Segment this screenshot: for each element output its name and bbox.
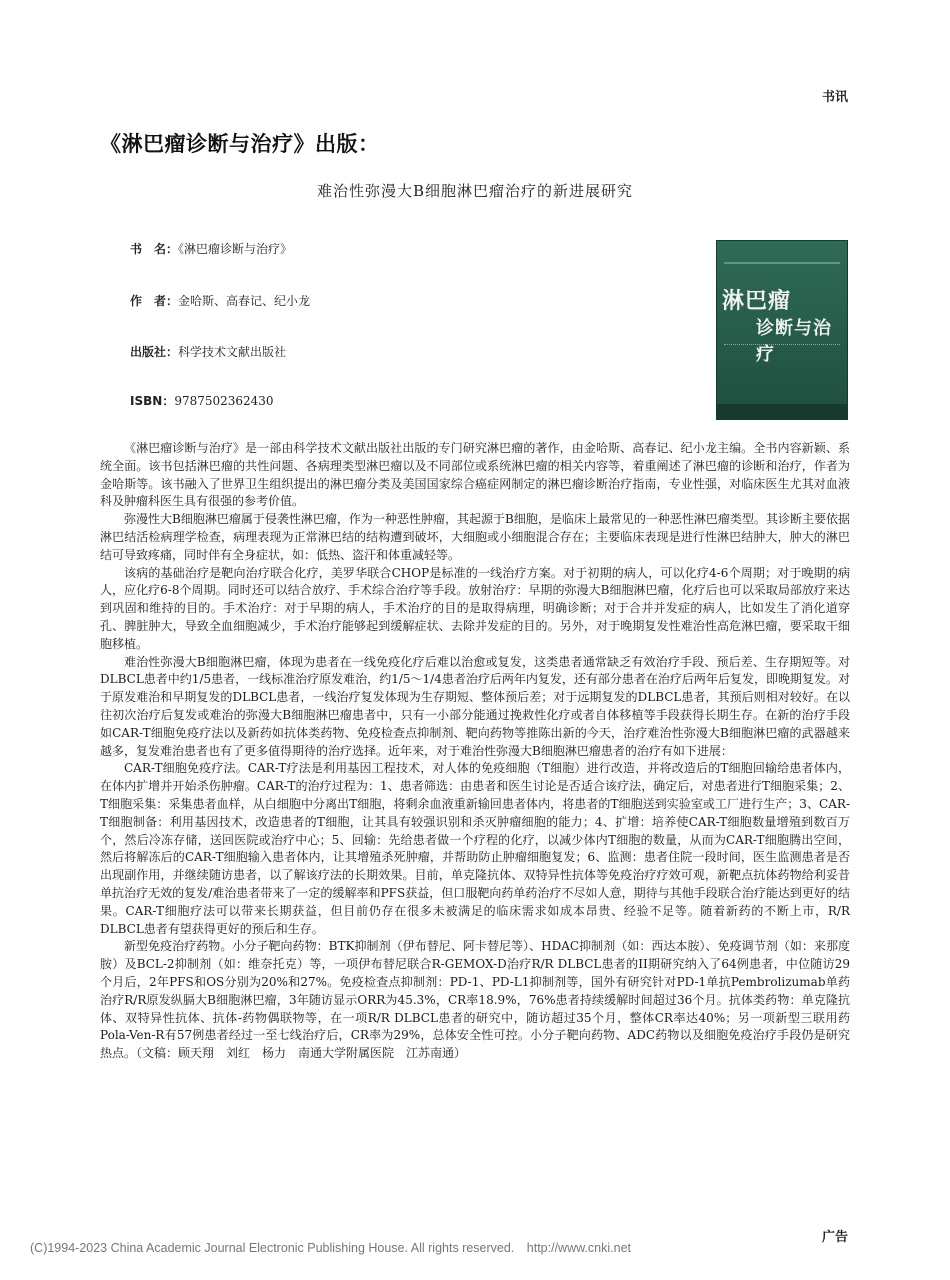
book-name-value: 《淋巴瘤诊断与治疗》 xyxy=(178,242,293,256)
book-author-label: 作 者： xyxy=(130,294,179,308)
section-tag: 书讯 xyxy=(821,90,848,105)
copyright-footer: (C)1994-2023 China Academic Journal Electronic Publishing House. All rights reserved. http://www.cnki.net xyxy=(30,1241,631,1255)
book-isbn-row xyxy=(130,392,274,409)
paragraph: 该病的基础治疗是靶向治疗联合化疗，美罗华联合CHOP是标准的一线治疗方案。对于初期的病人，可以化疗4-6个周期；对于晚期的病人，应化疗6-8个周期。同时还可以结合放疗、手术综合治疗等手段。放射治疗：早期的弥漫大B细胞淋巴瘤，化疗后也可以采取局部放疗来达到巩固和维持的目的。手术治疗：对于早期的病人，手术治疗的目的是取得病理，明确诊断；对于合并并发症的病人，比如发生了消化道穿孔、脾脏肿大，导致全血细胞减少，手术治疗能够起到缓解症状、去除并发症的目的。另外，对于晚期复发性难治性高危淋巴瘤，要采取干细胞移植。 xyxy=(100,565,850,651)
book-author-value: 金哈斯、高春记、纪小龙 xyxy=(178,294,311,308)
book-cover-image xyxy=(716,240,848,420)
cover-title-line2: 诊断与治疗 xyxy=(756,318,832,365)
book-isbn-value: 9787502362430 xyxy=(174,394,274,408)
paragraph: 弥漫性大B细胞淋巴瘤属于侵袭性淋巴瘤，作为一种恶性肿瘤，其起源于B细胞，是临床上最常见的一种恶性淋巴瘤类型。其诊断主要依据淋巴结活检病理学检查，病理表现为正常淋巴结的结构遭到破坏，大细胞或小细胞混合存在；主要临床表现是进行性淋巴结肿大，肿大的淋巴结可导致疼痛，同时伴有全身症状，如：低热、盗汗和体重减轻等。 xyxy=(100,512,850,562)
book-publisher-row xyxy=(130,343,286,360)
book-author-row xyxy=(130,292,310,309)
paragraph: 《淋巴瘤诊断与治疗》是一部由科学技术文献出版社出版的专门研究淋巴瘤的著作，由金哈斯、高春记、纪小龙主编。全书内容新颖、系统全面。该书包括淋巴瘤的共性问题、各病理类型淋巴瘤以及不同部位或系统淋巴瘤的相关内容等，着重阐述了淋巴瘤的诊断和治疗，作者为金哈斯等。该书融入了世界卫生组织提出的淋巴瘤分类及美国国家综合癌症网制定的淋巴瘤诊断治疗指南，专业性强，对临床医生尤其对血液科及肿瘤科医生具有很强的参考价值。 xyxy=(100,441,850,509)
book-name-row xyxy=(130,240,292,257)
paragraph: 难治性弥漫大B细胞淋巴瘤，体现为患者在一线免疫化疗后难以治愈或复发，这类患者通常缺乏有效治疗手段、预后差、生存期短等。对DLBCL患者中约1/5患者，一线标准治疗原发难治，约1/5～1/4患者治疗后两年内复发，还有部分患者在治疗后两年后复发，即晚期复发。对于原发难治和早期复发的DLBCL患者，一线治疗复发体现为生存期短、整体预后差；对于远期复发的DLBCL患者，其预后则相对较好。在以往初次治疗后复发或难治的弥漫大B细胞淋巴瘤患者中，只有一小部分能通过挽救性化疗或者自体移植等手段获得长期生存。在新的治疗手段如CAR-T细胞免疫疗法以及新药如抗体类药物、免疫检查点抑制剂、靶向药物等推陈出新的今天，治疗难治性弥漫大B细胞淋巴瘤的武器越来越多，复发难治患者也有了更多值得期待的治疗选择。近年来，对于难治性弥漫大B细胞淋巴瘤患者的治疗有如下进展： xyxy=(100,654,850,758)
book-publisher-value: 科学技术文献出版社 xyxy=(178,345,287,359)
article-subtitle: 难治性弥漫大B细胞淋巴瘤治疗的新进展研究 xyxy=(316,182,634,200)
cover-publisher-strip xyxy=(716,404,848,420)
book-name-label: 书 名： xyxy=(130,242,179,256)
cover-title-line1: 淋巴瘤 xyxy=(722,289,792,314)
ad-label: 广告 xyxy=(821,1230,848,1245)
cover-author-strip xyxy=(724,344,840,349)
paragraph: CAR-T细胞免疫疗法。CAR-T疗法是利用基因工程技术，对人体的免疫细胞（T细胞）进行改造，并将改造后的T细胞回输给患者体内，在体内扩增并开始杀伤肿瘤。CAR-T的治疗过程为：1、患者筛选：由患者和医生讨论是否适合该疗法，确定后，对患者进行T细胞采集；2、T细胞采集：采集患者血样，从白细胞中分离出T细胞，将剩余血液重新输回患者体内，将患者的T细胞送到实验室或工厂进行生产；3、CAR-T细胞制备：利用基因技术，改造患者的T细胞，让其具有较强识别和杀灭肿瘤细胞的能力；4、扩增：培养使CAR-T细胞数量增殖到数百万个，然后冷冻存储，送回医院或治疗中心；5、回输：先给患者做一个疗程的化疗，以减少体内T细胞的数量，从而为CAR-T细胞腾出空间，然后将解冻后的CAR-T细胞输入患者体内，让其增殖杀死肿瘤，并帮助防止肿瘤细胞复发；6、监测：患者住院一段时间，医生监测患者是否出现副作用，并继续随访患者，以了解该疗法的长期效果。目前，单克隆抗体、双特异性抗体等免疫治疗疗效可观，新靶点抗体药物给利妥昔单抗治疗无效的复发/难治患者带来了一定的缓解率和PFS获益，但口服靶向药单药治疗不尽如人意，期待与其他手段联合治疗能达到更好的结果。CAR-T细胞疗法可以带来长期获益，但目前仍存在很多未被满足的临床需求如成本昂贵、经验不足等。随着新药的不断上市，R/R DLBCL患者有望获得更好的预后和生存。 xyxy=(100,761,850,936)
article-title: 《淋巴瘤诊断与治疗》出版： xyxy=(100,132,380,156)
article-body xyxy=(100,440,850,1063)
paragraph: 新型免疫治疗药物。小分子靶向药物：BTK抑制剂（伊布替尼、阿卡替尼等）、HDAC抑制剂（如：西达本胺）、免疫调节剂（如：来那度胺）及BCL-2抑制剂（如：维奈托克）等，一项伊布替尼联合R-GEMOX-D治疗R/R DLBCL患者的II期研究纳入了64例患者，中位随访29个月后，2年PFS和OS分别为20%和27%。免疫检查点抑制剂：PD-1、PD-L1抑制剂等，国外有研究针对PD-1单抗Pembrolizumab单药治疗R/R原发纵膈大B细胞淋巴瘤，3年随访显示ORR为45.3%，CR率18.9%，76%患者持续缓解时间超过36个月。抗体类药物：单克隆抗体、双特异性抗体、抗体-药物偶联物等，在一项R/R DLBCL患者的研究中，随访超过35个月，整体CR率达40%；另一项新型三联用药Pola-Ven-R有57例患者经过一至七线治疗后，CR率为29%，总体安全性可控。小分子靶向药物、ADC药物以及细胞免疫治疗手段仍是研究热点。（文稿：顾天翔 刘红 杨力 南通大学附属医院 江苏南通） xyxy=(100,939,850,1061)
book-isbn-label: ISBN： xyxy=(130,394,175,408)
cover-decoration xyxy=(724,262,840,264)
book-publisher-label: 出版社： xyxy=(130,345,179,359)
